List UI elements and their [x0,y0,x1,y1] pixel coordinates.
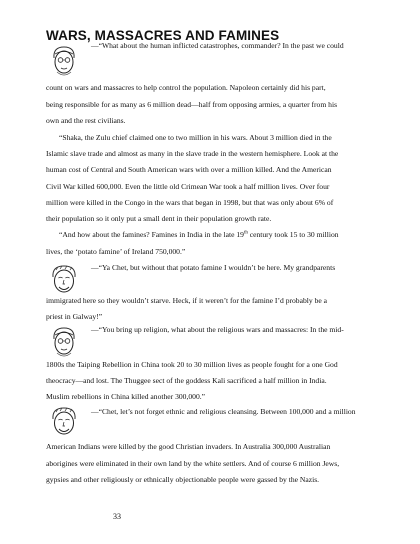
text-line: count on wars and massacres to help control the population. Napoleon certainly did his part, [46,83,326,92]
text-line: being responsible for as many as 6 million dead—half from opposing armies, a quarter from his [46,100,338,109]
text-line: lives, the ‘potato famine’ of Ireland 750,000.” [46,247,186,256]
text-line: —“You bring up religion, what about the religious wars and massacres: In the mid- [91,325,344,334]
page-number: 33 [113,512,121,521]
text-line: —“What about the human inflicted catastrophes, commander? In the past we could [91,41,344,50]
text-line: immigrated here so they wouldn’t starve. Heck, if it weren’t for the famine I’d probably be a [46,296,328,305]
speaker-avatar-icon [47,404,81,440]
text-line: Civil War killed 600,000. Even the little old Crimean War took a half million lives. Over four [46,182,330,191]
text-line: their population so it only put a small dent in their population growth rate. [46,214,272,223]
speaker-avatar-icon [47,44,81,80]
speaker-avatar-icon [47,262,81,298]
text-line: million were killed in the Congo in the wars that began in 1998, but that was only about 6% of [46,198,334,207]
page-title: WARS, MASSACRES AND FAMINES [46,28,280,43]
text-line: priest in Galway!” [46,312,103,321]
text-line: gypsies and other religiously or ethnically objectionable people were gassed by the Nazis. [46,475,320,484]
text-line: 1800s the Taiping Rebellion in China took 20 to 30 million lives as people fought for a one God [46,360,338,369]
text-line: Islamic slave trade and almost as many in the slave trade in the western hemisphere. Look at the [46,149,339,158]
text-line: Muslim rebellions in China killed another 300,000.” [46,392,206,401]
text-line: own and the rest civilians. [46,116,126,125]
text-line: “And how about the famines? Famines in India in the late 19th century took 15 to 30 million [59,230,339,239]
text-line: —“Chet, let’s not forget ethnic and religious cleansing. Between 100,000 and a million [91,407,356,416]
text-line: American Indians were killed by the good Christian invaders. In Australia 300,000 Australian [46,442,331,451]
text-line: human cost of Central and South American wars with over a million killed. And the American [46,165,332,174]
text-line: —“Ya Chet, but without that potato famine I wouldn’t be here. My grandparents [91,263,336,272]
text-line: “Shaka, the Zulu chief claimed one to two million in his wars. About 3 million died in the [59,133,332,142]
speaker-avatar-icon [47,325,81,361]
text-line: theocracy—and lost. The Thuggee sect of the goddess Kali sacrificed a half million in India. [46,376,327,385]
text-line: aborigines were eliminated in their own land by the white settlers. And of course 6 million Jews, [46,459,340,468]
